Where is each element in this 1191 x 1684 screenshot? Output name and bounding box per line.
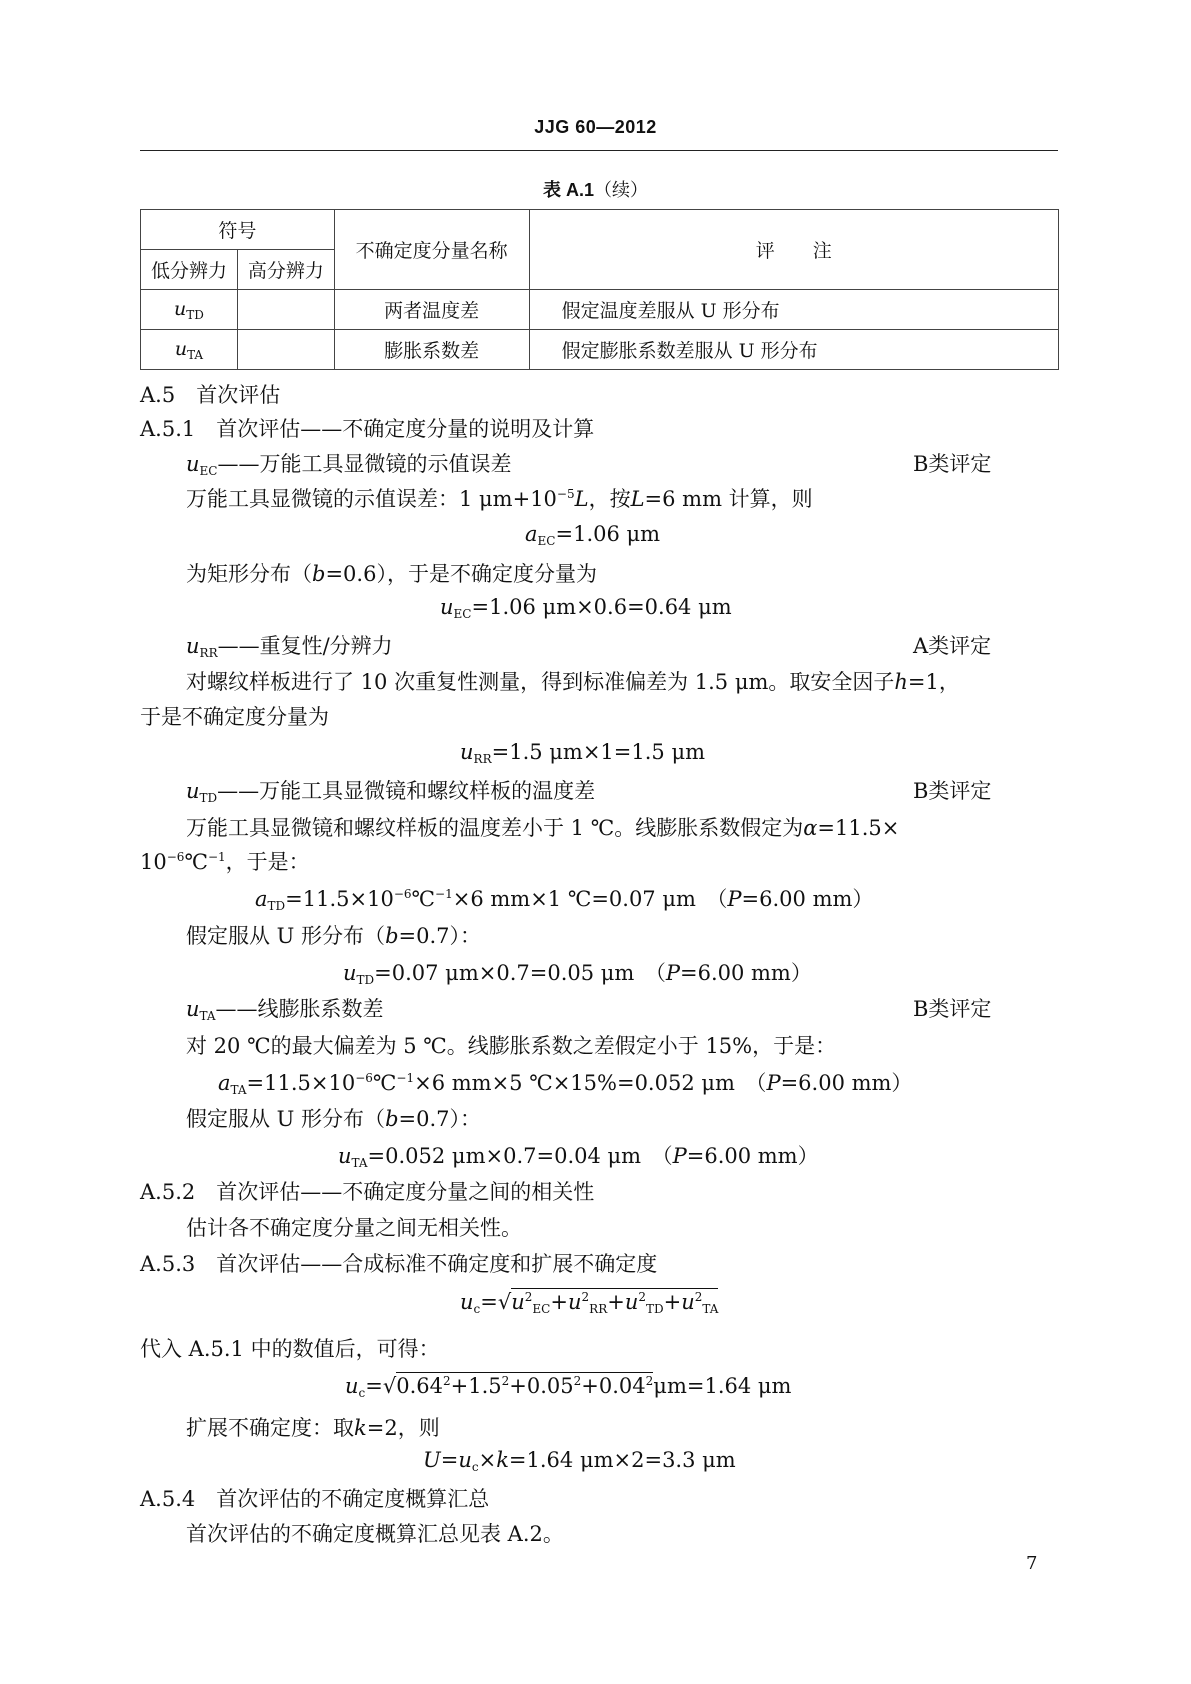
category-label: B类评定 <box>913 997 992 1021</box>
header-rule <box>140 150 1058 151</box>
cell-remark: 假定温度差服从 U 形分布 <box>529 290 1058 330</box>
uec-equation: $u_{EC}=1.06$ μm×0.6=0.64 μm <box>440 595 732 621</box>
atd-equation: $a_{TD}=11.5\times 10^{-6}℃^{-1}\times 6$ mm×1 ℃=0.07 μm （P=6.00 mm） <box>255 887 874 913</box>
a52-text: 估计各不确定度分量之间无相关性。 <box>186 1216 522 1240</box>
col-head-low: 低分辨力 <box>141 250 238 290</box>
heading-a5: A.5 首次评估 <box>140 383 281 407</box>
category-label: A类评定 <box>913 634 992 658</box>
cell-name: 膨胀系数差 <box>334 330 529 370</box>
cell-remark: 假定膨胀系数差服从 U 形分布 <box>529 330 1058 370</box>
caption-label: 表 A.1 <box>542 180 594 200</box>
rect-dist-text: 为矩形分布（b=0.6），于是不确定度分量为 <box>186 562 597 586</box>
utd-desc: 万能工具显微镜和螺纹样板的温度差小于 1 ℃。线膨胀系数假定为α=11.5× <box>186 816 900 840</box>
ushape-text: 假定服从 U 形分布（b=0.7）： <box>186 1107 482 1131</box>
urr-title: $u_{RR}——$重复性/分辨力 <box>186 634 393 660</box>
utd-desc-cont: $10^{-6}℃^{-1}$，于是： <box>140 850 310 874</box>
expand-text: 扩展不确定度：取k=2，则 <box>186 1416 440 1440</box>
cell-high <box>237 290 334 330</box>
uncertainty-table <box>140 209 1059 370</box>
uta-equation: $u_{TA}=0.052$ μm×0.7=0.04 μm （P=6.00 mm） <box>338 1144 819 1170</box>
caption-cont: （续） <box>594 180 648 201</box>
utd-title: $u_{TD}——$万能工具显微镜和螺纹样板的温度差 <box>186 779 596 805</box>
aec-equation: $a_{EC}=1.06$ μm <box>525 522 661 548</box>
table-caption <box>0 176 1191 202</box>
col-head-high: 高分辨力 <box>237 250 334 290</box>
table-row <box>141 330 1059 370</box>
urr-desc-cont: 于是不确定度分量为 <box>140 705 329 729</box>
uec-title: $u_{EC}——$万能工具显微镜的示值误差 <box>186 452 512 478</box>
cell-symbol: $u_{TD}$ <box>141 290 238 330</box>
cell-high <box>237 330 334 370</box>
category-label: B类评定 <box>913 779 992 803</box>
uec-desc: 万能工具显微镜的示值误差：1 $\mu m+10^{-5}L$，按L=6 mm 计算，则 <box>186 487 813 511</box>
cell-symbol: $u_{TA}$ <box>141 330 238 370</box>
heading-a52: A.5.2 首次评估——不确定度分量之间的相关性 <box>140 1180 595 1204</box>
uta-desc: 对 20 ℃的最大偏差为 5 ℃。线膨胀系数之差假定小于 15%，于是： <box>186 1034 837 1058</box>
heading-a54: A.5.4 首次评估的不确定度概算汇总 <box>140 1487 490 1511</box>
col-head-name: 不确定度分量名称 <box>334 210 529 290</box>
table-header-row <box>141 210 1059 250</box>
col-head-symbol: 符号 <box>141 210 335 250</box>
U-equation: $U=u_c\times k=1.64$ μm×2=3.3 μm <box>423 1448 736 1474</box>
uc-numeric: $u_c=√0.64^2+1.5^2+0.05^2+0.04^2\mu m=1.64$ μm <box>345 1374 792 1400</box>
category-label: B类评定 <box>913 452 992 476</box>
ushape-text: 假定服从 U 形分布（b=0.7）： <box>186 924 482 948</box>
heading-a53: A.5.3 首次评估——合成标准不确定度和扩展不确定度 <box>140 1252 658 1276</box>
a54-text: 首次评估的不确定度概算汇总见表 A.2。 <box>186 1522 564 1546</box>
page-number: 7 <box>1026 1553 1038 1574</box>
urr-equation: $u_{RR}=1.5$ μm×1=1.5 μm <box>460 740 706 766</box>
uc-formula: $u_c=√u^2_{EC}+u^2_{RR}+u^2_{TD}+u^2_{TA}$ <box>460 1290 719 1316</box>
col-head-remark: 评 注 <box>529 210 1058 290</box>
heading-a51: A.5.1 首次评估——不确定度分量的说明及计算 <box>140 417 595 441</box>
table-row <box>141 290 1059 330</box>
uta-title: $u_{TA}——$线膨胀系数差 <box>186 997 384 1023</box>
subst-text: 代入 A.5.1 中的数值后，可得： <box>140 1337 440 1361</box>
utd-equation: $u_{TD}=0.07$ μm×0.7=0.05 μm （P=6.00 mm） <box>343 961 812 987</box>
urr-desc: 对螺纹样板进行了 10 次重复性测量，得到标准偏差为 1.5 μm。取安全因子h=1， <box>186 670 960 694</box>
doc-header: JJG 60—2012 <box>534 117 657 137</box>
ata-equation: $a_{TA}=11.5\times 10^{-6}℃^{-1}\times 6$ mm×5 ℃×15%=0.052 μm （P=6.00 mm） <box>218 1071 913 1097</box>
cell-name: 两者温度差 <box>334 290 529 330</box>
